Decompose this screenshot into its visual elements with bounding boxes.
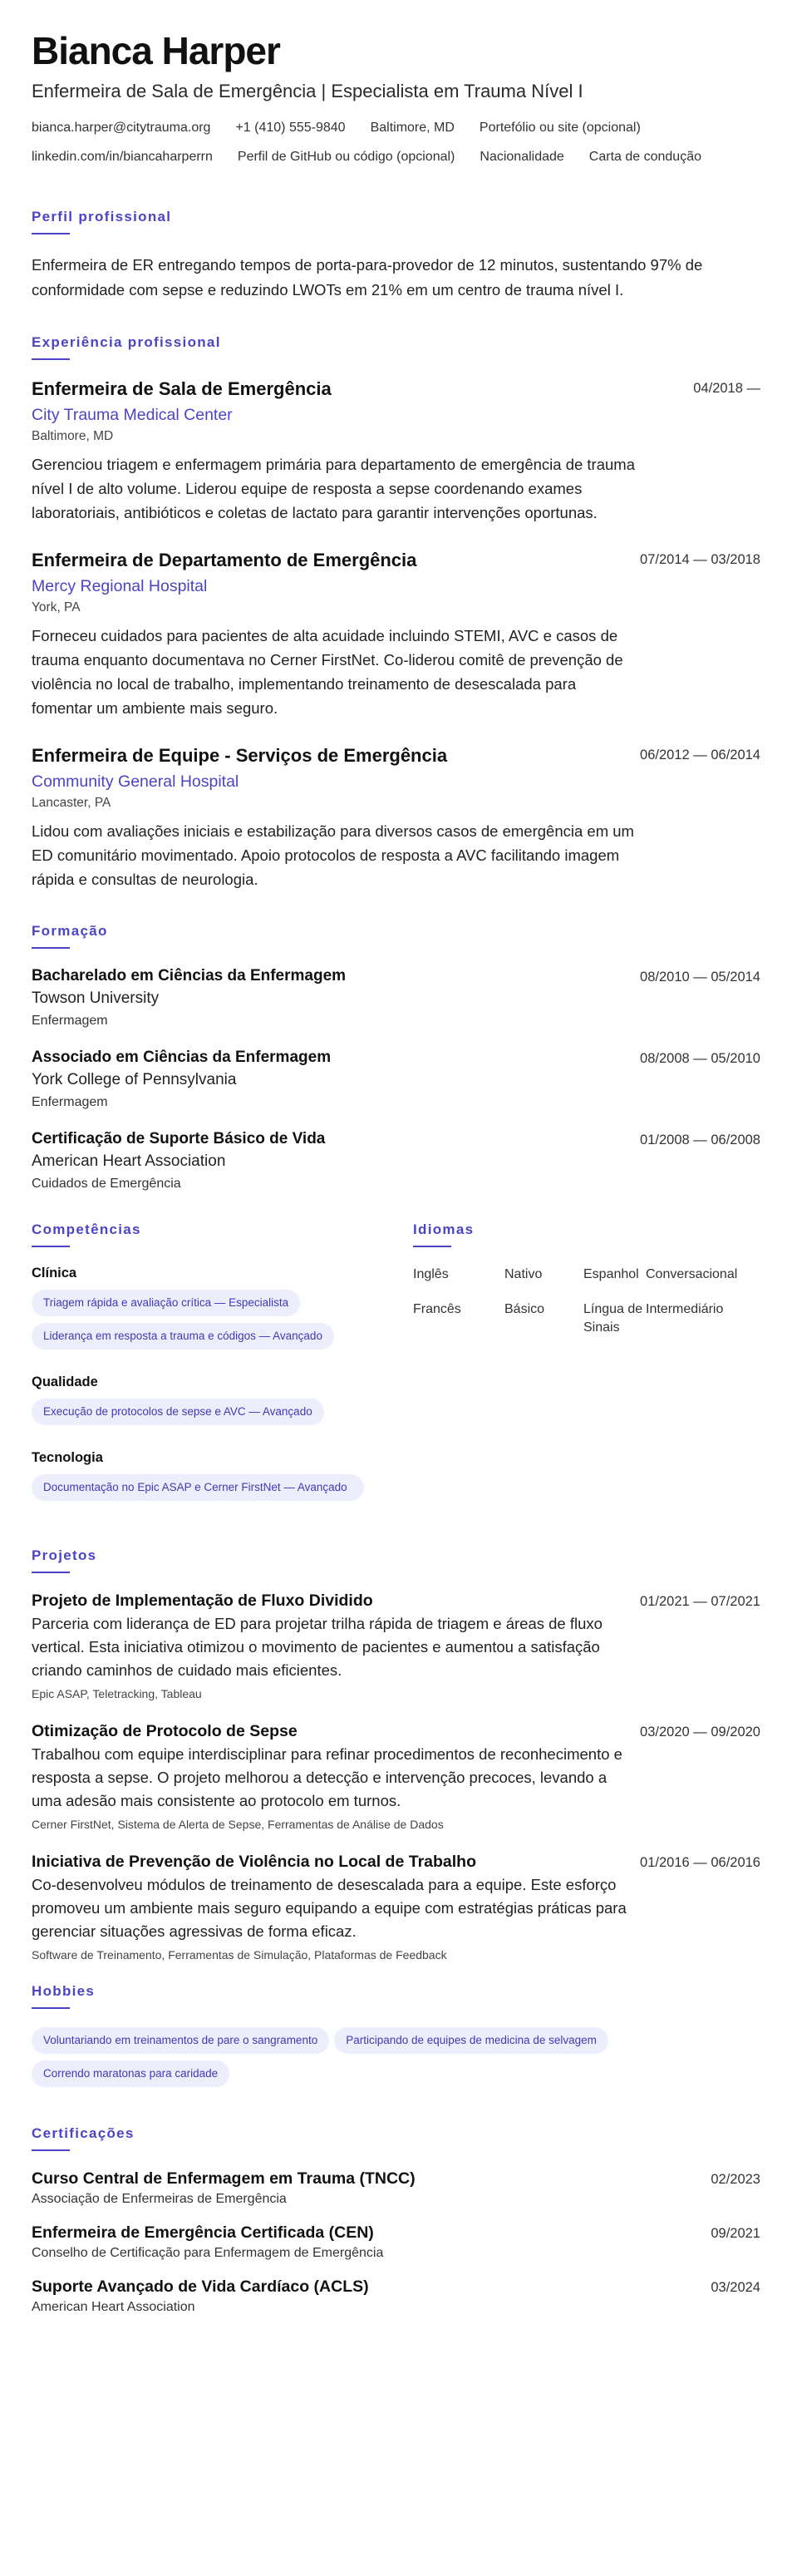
project-description: Co-desenvolveu módulos de treinamento de desescalada para a equipe. Este esforço promoveu um ambiente mais seguro equipando a equipe com estratégias práticas para gerenciar situações agressivas de forma eficaz. — [32, 1875, 627, 1940]
candidate-headline: Enfermeira de Sala de Emergência | Especialista em Trauma Nível I — [32, 80, 583, 101]
candidate-name: Bianca Harper — [32, 29, 280, 72]
job-title: Enfermeira de Equipe - Serviços de Emergência — [32, 744, 448, 766]
company-name: City Trauma Medical Center — [32, 405, 233, 424]
job-description: Lidou com avaliações iniciais e estabilização para diversos casos de emergência em um ED comunitário movimentado. Apoio protocolos de resposta a AVC facilitando imagem rápida e consultas de neurologia. — [32, 822, 634, 888]
skills-section — [32, 1212, 381, 1526]
job-title: Enfermeira de Departamento de Emergência — [32, 549, 417, 570]
certification-name: Enfermeira de Emergência Certificada (CEN) — [32, 2223, 374, 2242]
section-divider — [32, 2007, 70, 2009]
certification-item — [32, 2223, 760, 2261]
skill-group — [32, 1374, 381, 1432]
language-level: Básico — [504, 1301, 545, 1316]
hobbies-heading: Hobbies — [32, 1982, 96, 1999]
contact-linkedin[interactable]: linkedin.com/in/biancaharperrn — [32, 149, 213, 164]
certification-issuer: American Heart Association — [32, 2299, 195, 2314]
contact-location: Baltimore, MD — [370, 120, 455, 135]
education-dates: 08/2008 — 05/2010 — [640, 1050, 760, 1066]
project-technologies: Epic ASAP, Teletracking, Tableau — [32, 1686, 202, 1700]
institution-name: Towson University — [32, 989, 160, 1007]
language-level: Intermediário — [646, 1301, 724, 1316]
skill-tag: Liderança em resposta a trauma e códigos — Avançado — [32, 1323, 334, 1350]
projects-heading: Projetos — [32, 1547, 97, 1563]
certification-issuer: Conselho de Certificação para Enfermagem de Emergência — [32, 2245, 384, 2260]
project-item — [32, 1853, 760, 1962]
contact-portfolio[interactable]: Portefólio ou site (opcional) — [479, 120, 641, 135]
skill-group — [32, 1266, 381, 1356]
education-item — [32, 967, 760, 1029]
project-description: Parceria com liderança de ED para projetar trilha rápida de triagem e áreas de fluxo vertical. Esta iniciativa otimizou o movimento de pacientes e aumentou a satisfação criando caminhos de cuidado mais eficientes. — [32, 1614, 603, 1679]
hobby-tag: Correndo maratonas para caridade — [32, 2060, 229, 2087]
contact-nationality: Nacionalidade — [480, 149, 564, 164]
certification-date: 02/2023 — [711, 2171, 760, 2187]
job-description: Forneceu cuidados para pacientes de alta acuidade incluindo STEMI, AVC e casos de trauma enquanto documentava no Cerner FirstNet. Co-liderou comitê de prevenção de violência no local de trabalho, implementando treinamento de desescalada para fomentar um ambiente mais seguro. — [32, 626, 623, 717]
experience-section — [32, 334, 760, 891]
certifications-section — [32, 2125, 760, 2315]
contact-github[interactable]: Perfil de GitHub ou código (opcional) — [237, 149, 455, 164]
job-dates: 04/2018 — — [693, 380, 760, 396]
job-location: Baltimore, MD — [32, 428, 114, 443]
section-divider — [413, 1246, 451, 1247]
languages-section — [413, 1212, 760, 1526]
project-description: Trabalhou com equipe interdisciplinar para refinar procedimentos de reconhecimento e resposta a sepse. O projeto melhorou a detecção e intervenção precoces, levando a uma adesão mais consistente ao protocolo em turnos. — [32, 1744, 622, 1809]
degree-title: Certificação de Suporte Básico de Vida — [32, 1129, 326, 1147]
job-location: York, PA — [32, 600, 81, 614]
certification-name: Suporte Avançado de Vida Cardíaco (ACLS) — [32, 2277, 369, 2296]
study-area: Cuidados de Emergência — [32, 1176, 181, 1191]
hobby-tag: Voluntariando em treinamentos de pare o sangramento — [32, 2027, 329, 2054]
certification-issuer: Associação de Enfermeiras de Emergência — [32, 2191, 287, 2206]
section-divider — [32, 1246, 70, 1247]
project-technologies: Software de Treinamento, Ferramentas de Simulação, Plataformas de Feedback — [32, 1947, 447, 1962]
skills-languages-row — [32, 1212, 760, 1526]
job-description: Gerenciou triagem e enfermagem primária para departamento de emergência de trauma nível I de alto volume. Liderou equipe de resposta a sepse coordenando exames laboratoriais, antibióticos e coletas de lactato para garantir intervenções oportunas. — [32, 455, 635, 521]
summary-section — [32, 209, 760, 303]
projects-section — [32, 1547, 760, 1962]
languages-list — [413, 1266, 760, 1337]
job-location: Lancaster, PA — [32, 795, 111, 810]
education-item — [32, 1049, 760, 1110]
contact-driving-license: Carta de condução — [588, 149, 701, 164]
project-dates: 01/2021 — 07/2021 — [640, 1593, 760, 1609]
language-level: Nativo — [504, 1266, 543, 1281]
resume-header — [32, 30, 760, 177]
job-dates: 07/2014 — 03/2018 — [640, 551, 760, 567]
section-divider — [32, 947, 70, 949]
project-dates: 01/2016 — 06/2016 — [640, 1854, 760, 1870]
education-section — [32, 923, 760, 1192]
job-title: Enfermeira de Sala de Emergência — [32, 378, 332, 399]
skill-category: Clínica — [32, 1265, 77, 1281]
language-level: Conversacional — [646, 1266, 738, 1281]
skills-heading: Competências — [32, 1221, 141, 1237]
degree-title: Associado em Ciências da Enfermagem — [32, 1048, 332, 1066]
section-divider — [32, 1572, 70, 1573]
project-dates: 03/2020 — 09/2020 — [640, 1724, 760, 1740]
study-area: Enfermagem — [32, 1013, 108, 1028]
summary-heading: Perfil profissional — [32, 208, 172, 225]
project-title: Projeto de Implementação de Fluxo Dividido — [32, 1591, 373, 1610]
project-item — [32, 1722, 760, 1831]
resume — [32, 30, 760, 2315]
language-name: Francês — [413, 1301, 461, 1316]
experience-heading: Experiência profissional — [32, 333, 221, 350]
language-name: Língua de Sinais — [583, 1301, 643, 1335]
section-divider — [32, 358, 70, 360]
education-dates: 01/2008 — 06/2008 — [640, 1132, 760, 1147]
education-heading: Formação — [32, 922, 108, 939]
degree-title: Bacharelado em Ciências da Enfermagem — [32, 966, 347, 985]
project-title: Iniciativa de Prevenção de Violência no Local de Trabalho — [32, 1852, 476, 1871]
institution-name: American Heart Association — [32, 1152, 226, 1170]
section-divider — [32, 233, 70, 234]
institution-name: York College of Pennsylvania — [32, 1070, 237, 1088]
contact-phone[interactable]: +1 (410) 555-9840 — [235, 120, 346, 135]
project-item — [32, 1591, 760, 1700]
language-name: Espanhol — [583, 1266, 639, 1281]
certification-date: 03/2024 — [711, 2279, 760, 2295]
certification-item — [32, 2169, 760, 2207]
certification-name: Curso Central de Enfermagem em Trauma (TNCC) — [32, 2169, 416, 2188]
education-dates: 08/2010 — 05/2014 — [640, 969, 760, 985]
education-item — [32, 1130, 760, 1192]
job-dates: 06/2012 — 06/2014 — [640, 747, 760, 762]
certification-item — [32, 2277, 760, 2315]
skill-tag: Triagem rápida e avaliação crítica — Especialista — [32, 1290, 300, 1316]
hobbies-list — [32, 2027, 713, 2094]
study-area: Enfermagem — [32, 1094, 108, 1109]
languages-heading: Idiomas — [413, 1221, 475, 1237]
section-divider — [32, 2149, 70, 2151]
skill-tag: Documentação no Epic ASAP e Cerner FirstNet — Avançado — [32, 1474, 364, 1501]
skill-category: Tecnologia — [32, 1449, 103, 1465]
project-title: Otimização de Protocolo de Sepse — [32, 1721, 298, 1740]
certification-date: 09/2021 — [711, 2225, 760, 2241]
summary-text: Enfermeira de ER entregando tempos de porta-para-provedor de 12 minutos, sustentando 97% de conformidade com sepse e reduzindo LWOTs em 21% em um centro de trauma nível I. — [32, 255, 703, 299]
skill-group — [32, 1450, 381, 1508]
project-technologies: Cerner FirstNet, Sistema de Alerta de Sepse, Ferramentas de Análise de Dados — [32, 1817, 444, 1831]
company-name: Community General Hospital — [32, 772, 239, 791]
experience-item — [32, 550, 760, 720]
hobby-tag: Participando de equipes de medicina de selvagem — [334, 2027, 608, 2054]
skill-category: Qualidade — [32, 1374, 98, 1389]
hobbies-section — [32, 1983, 760, 2094]
experience-item — [32, 378, 760, 525]
company-name: Mercy Regional Hospital — [32, 576, 208, 595]
contact-email[interactable]: bianca.harper@citytrauma.org — [32, 120, 211, 135]
skill-tag: Execução de protocolos de sepse e AVC — Avançado — [32, 1399, 324, 1425]
contact-list — [32, 119, 760, 177]
experience-item — [32, 745, 760, 891]
language-name: Inglês — [413, 1266, 449, 1281]
certifications-heading: Certificações — [32, 2124, 135, 2141]
